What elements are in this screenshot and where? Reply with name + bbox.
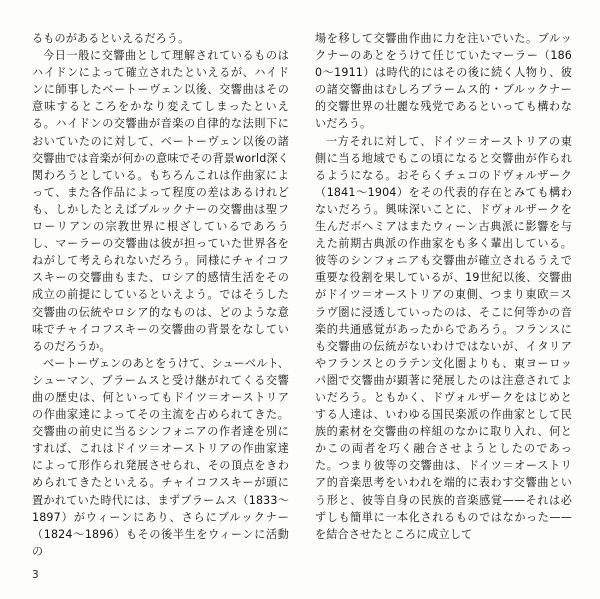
- right-column: [315, 30, 572, 550]
- paragraph: 今日一般に交響曲として理解されているものはハイドンによって確立されたといえるが、ハイドンに師事したベートーヴェン以後、交響曲はその意味するところをかなり変えてしまったといえる。ハイドンの交響曲が音楽の自律的な法則下においていたのに対して、ベートーヴェン以後の諸交響曲では音楽が何かの意味でその背景world深く関わろうとしている。もちろんこれは作曲家によって、また各作品によって程度の差はあるけれども、しかしたとえばブルックナーの交響曲は聖フローリアンの宗教世界に根ざしているであろうし、マーラーの交響曲は彼が担っていた世界各をねがして考えられないだろう。同様にチャイコフスキーの交響曲もまた、ロシア的感情生活をその成立の前提にしているといえよう。ではそうした交響曲の伝統やロシア的なものは、どのような意味でチャイコフスキーの交響曲の背景をなしているのだろうか。: [32, 49, 289, 353]
- left-column: [32, 30, 289, 558]
- paragraph: 一方それに対して、ドイツ＝オーストリアの東側に当る地域でもこの頃になると交響曲が作られるようになる。おそらくチェコのドヴォルザーク（1841〜1904）をその代表的存在とみても構わないだろう。興味深いことに、ドヴォルザークを生んだボヘミアはまたウィーン古典派に影響を与えた前期古典派の作曲家をも多く輩出している。彼等のシンフォニアも交響曲が確立されるうえで重要な役割を果しているが、19世紀以後、交響曲がドイツ＝オーストリアの東側、つまり東欧＝スラヴ圏に浸透していったのは、そこに何等かの音楽的共通感覚があったからであろう。フランスにも交響曲の伝統がないわけではないが、イタリアやフランスとのラテン文化圏よりも、東ヨーロッパ圏で交響曲が顕著に発展したのは注意されてよいだろう。ともかく、ドヴォルザークをはじめとする人達は、いわゆる国民楽派の作曲家として民族的素材を交響曲の梓組のなかに取り入れ、何とかこの両者を巧く融合させようとしたのであった。つまり彼等の交響曲は、ドイツ＝オーストリア的音楽思考をいわれを端的に表わす交響曲という形と、彼等自身の民族的音楽感覚——それは必ずしも簡単に一本化されるものではなかった——を結合させたところに成立して: [315, 134, 572, 541]
- paragraph: 場を移して交響曲作曲に力を注いでいた。ブルックナーのあとをうけて任じていたマーラー（1860〜1911）は時代的にはその後に続く人物り、彼の諸交響曲はむしろブラームス的・ブルックナー的交響世界の壮麗な残党であるといっても構わないだろう。: [315, 32, 572, 131]
- two-column-body: [32, 30, 572, 558]
- paragraph: るものがあるといえるだろう。: [32, 32, 190, 45]
- page-number: 3: [32, 569, 39, 581]
- paragraph: ベートーヴェンのあとをうけて、シューベルト、シューマン、ブラームスと受け継がれてくる交響曲の歴史は、何といってもドイツ＝オーストリアの作曲家達によってその主流を占められてきた。交響曲の前史に当るシンフォニアの作者達を別にすれば、これはドイツ＝オーストリアの作曲家達によって形作られ発展させられ、その頂点をきわめられてきたといえる。チャイコフスキーが頭に置かれていた時代には、まずブラームス（1833〜1897）がウィーンにあり、さらにブルックナー（1824〜1896）もその後半生をウィーンに活動の: [32, 356, 289, 558]
